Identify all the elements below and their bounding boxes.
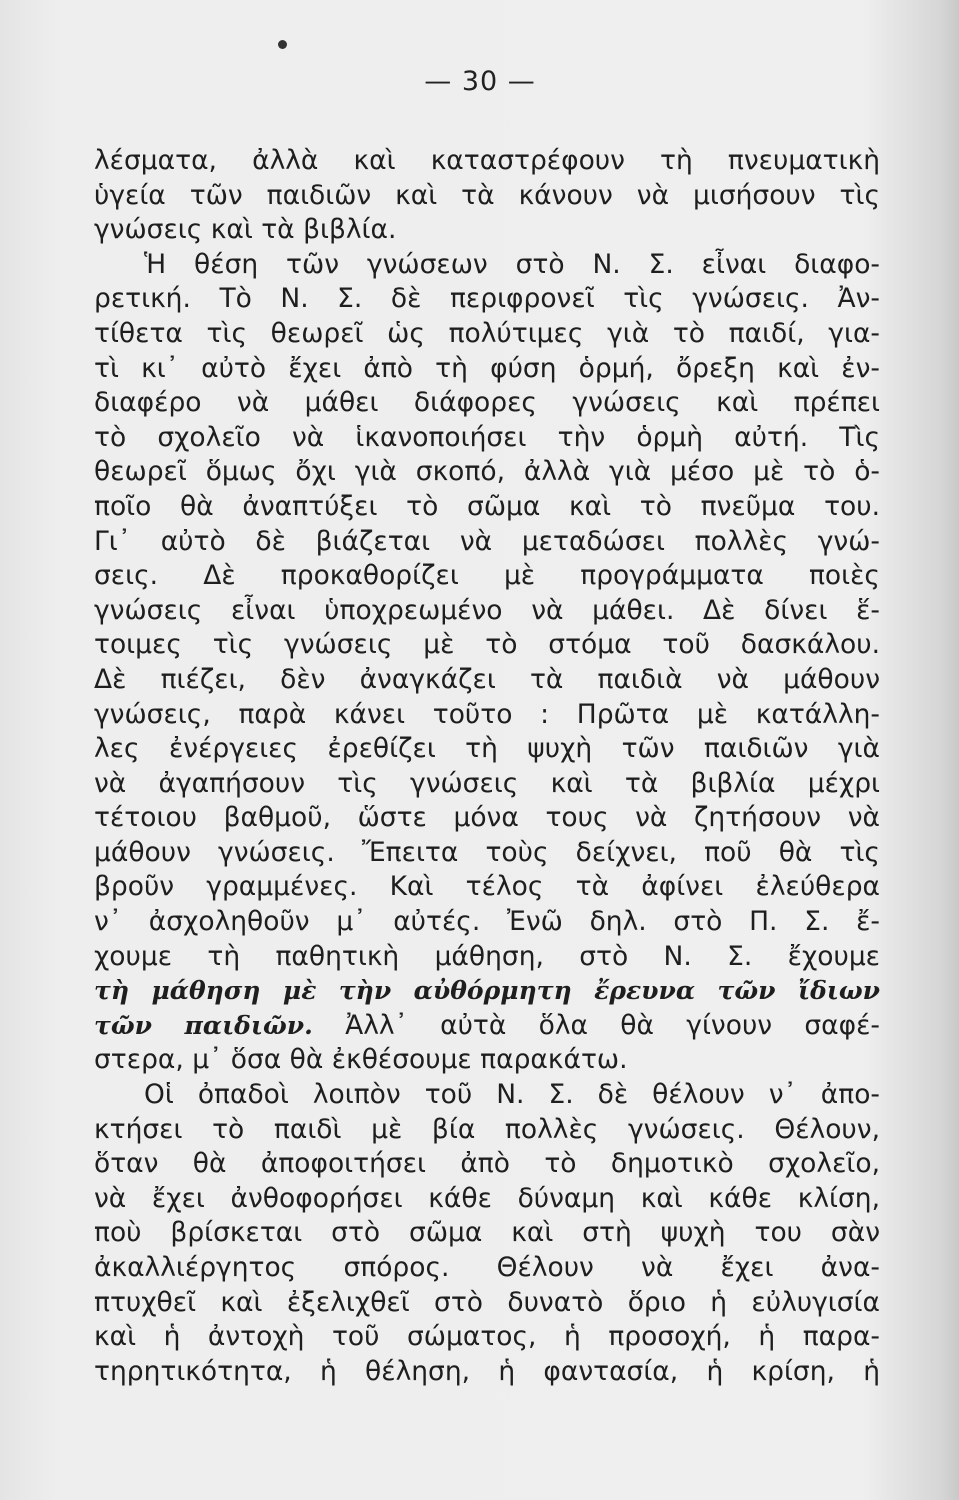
line-text: ἀκαλλιέργητος σπόρος. Θέλουν νὰ ἔχει ἀνα-	[94, 1252, 880, 1283]
text-line	[94, 940, 880, 975]
text-line	[94, 663, 880, 698]
text-line	[94, 698, 880, 733]
text-line	[94, 1113, 880, 1148]
line-text: στερα, μ᾽ ὅσα θὰ ἐκθέσουμε παρακάτω.	[94, 1044, 628, 1076]
line-text: Οἱ ὀπαδοὶ λοιπὸν τοῦ Ν. Σ. δὲ θέλουν ν᾽ ἀπο-	[144, 1079, 880, 1111]
text-line	[94, 1251, 880, 1286]
page-number: — 30 —	[424, 66, 536, 97]
line-text: λέσματα, ἀλλὰ καὶ καταστρέφουν τὴ πνευματικὴ	[94, 145, 880, 176]
line-text: πτυχθεῖ καὶ ἐξελιχθεῖ στὸ δυνατὸ ὅριο ἡ εὐλυγισία	[94, 1286, 880, 1318]
text-line	[94, 1182, 880, 1217]
text-line	[94, 317, 880, 352]
line-text: λες ἐνέργειες ἐρεθίζει τὴ ψυχὴ τῶν παιδιῶν γιὰ	[94, 733, 880, 765]
line-text: χουμε τὴ παθητικὴ μάθηση, στὸ Ν. Σ. ἔχουμε	[94, 940, 880, 972]
text-line	[94, 559, 880, 594]
line-text: γνώσεις καὶ τὰ βιβλία.	[94, 214, 397, 246]
text-line	[94, 732, 880, 767]
text-line	[94, 213, 880, 248]
line-text: τέτοιου βαθμοῦ, ὥστε μόνα τους νὰ ζητήσουν νὰ	[94, 802, 880, 834]
text-line	[94, 352, 880, 387]
text-line	[94, 767, 880, 802]
line-text: τὶ κι᾽ αὐτὸ ἔχει ἀπὸ τὴ φύση ὁρμή, ὄρεξη καὶ ἐν-	[94, 352, 880, 384]
line-text: ν᾽ ἀσχοληθοῦν μ᾽ αὐτές. Ἐνῶ δηλ. στὸ Π. Σ. ἔ-	[94, 906, 880, 938]
line-text: γνώσεις εἶναι ὑποχρεωμένο νὰ μάθει. Δὲ δίνει ἕ-	[94, 594, 880, 626]
text-line	[94, 1147, 880, 1182]
text-line	[94, 594, 880, 629]
text-line	[94, 1009, 880, 1044]
line-text: γνώσεις, παρὰ κάνει τοῦτο : Πρῶτα μὲ κατάλλη-	[94, 698, 880, 730]
line-text: ὅταν θὰ ἀποφοιτήσει ἀπὸ τὸ δημοτικὸ σχολεῖο,	[94, 1148, 880, 1180]
text-line	[94, 282, 880, 317]
text-line	[94, 905, 880, 940]
line-text: ὑγεία τῶν παιδιῶν καὶ τὰ κάνουν νὰ μισήσουν τὶς	[94, 179, 880, 211]
line-text: βροῦν γραμμένες. Καὶ τέλος τὰ ἀφίνει ἐλεύθερα	[94, 871, 880, 903]
line-text: μάθουν γνώσεις. Ἔπειτα τοὺς δείχνει, ποῦ θὰ τὶς	[94, 836, 880, 868]
text-line	[94, 1320, 880, 1355]
line-text: κτήσει τὸ παιδὶ μὲ βία πολλὲς γνώσεις. Θέλουν,	[94, 1113, 880, 1145]
line-text: καὶ ἡ ἀντοχὴ τοῦ σώματος, ἡ προσοχή, ἡ παρα-	[94, 1321, 880, 1353]
line-text: νὰ ἔχει ἀνθοφορήσει κάθε δύναμη καὶ κάθε κλίση,	[94, 1182, 880, 1214]
text-line	[94, 1355, 880, 1390]
line-text: σεις. Δὲ προκαθορίζει μὲ προγράμματα ποιὲς	[94, 560, 880, 592]
text-line	[94, 1078, 880, 1113]
text-line	[94, 144, 880, 179]
text-line	[94, 1286, 880, 1321]
text-line	[94, 455, 880, 490]
line-text: νὰ ἀγαπήσουν τὶς γνώσεις καὶ τὰ βιβλία μέχρι	[94, 767, 880, 799]
line-text: τίθετα τὶς θεωρεῖ ὡς πολύτιμες γιὰ τὸ παιδί, για-	[94, 317, 880, 349]
text-line	[94, 386, 880, 421]
text-line	[94, 248, 880, 283]
text-line	[94, 490, 880, 525]
text-line	[94, 525, 880, 560]
line-text: τὸ σχολεῖο νὰ ἱκανοποιήσει τὴν ὁρμὴ αὐτή. Τὶς	[94, 421, 880, 453]
line-text: ρετική. Τὸ Ν. Σ. δὲ περιφρονεῖ τὶς γνώσεις. Ἀν-	[94, 283, 880, 315]
text-line	[94, 1043, 880, 1078]
line-text: τηρητικότητα, ἡ θέληση, ἡ φαντασία, ἡ κρίση, ἡ	[94, 1355, 880, 1387]
ink-dot-mark	[278, 40, 287, 49]
line-text: ποῖο θὰ ἀναπτύξει τὸ σῶμα καὶ τὸ πνεῦμα του.	[94, 490, 880, 522]
text-line	[94, 974, 880, 1009]
line-text: Ἀλλ᾽ αὐτὰ ὅλα θὰ γίνουν σαφέ-	[312, 1009, 880, 1041]
text-line	[94, 179, 880, 214]
text-line	[94, 628, 880, 663]
line-text: Δὲ πιέζει, δὲν ἀναγκάζει τὰ παιδιὰ νὰ μάθουν	[94, 663, 880, 695]
italic-emphasis: τὴ μάθηση μὲ τὴν αὐθόρμητη ἔρευνα τῶν ἴδιων	[94, 976, 880, 1006]
line-text: ποὺ βρίσκεται στὸ σῶμα καὶ στὴ ψυχὴ του σὰν	[94, 1217, 880, 1249]
line-text: Ἡ θέση τῶν γνώσεων στὸ Ν. Σ. εἶναι διαφο-	[144, 248, 880, 280]
text-line	[94, 870, 880, 905]
text-line	[94, 801, 880, 836]
line-text: διαφέρο νὰ μάθει διάφορες γνώσεις καὶ πρέπει	[94, 387, 880, 419]
italic-emphasis: τῶν παιδιῶν.	[94, 1010, 313, 1040]
text-line	[94, 836, 880, 871]
line-text: θεωρεῖ ὅμως ὄχι γιὰ σκοπό, ἀλλὰ γιὰ μέσο μὲ τὸ ὁ-	[94, 456, 880, 488]
text-line	[94, 1216, 880, 1251]
line-text: Γι᾽ αὐτὸ δὲ βιάζεται νὰ μεταδώσει πολλὲς γνώ-	[94, 525, 880, 557]
line-text: τοιμες τὶς γνώσεις μὲ τὸ στόμα τοῦ δασκάλου.	[94, 629, 880, 661]
body-text	[94, 144, 880, 1389]
text-line	[94, 421, 880, 456]
